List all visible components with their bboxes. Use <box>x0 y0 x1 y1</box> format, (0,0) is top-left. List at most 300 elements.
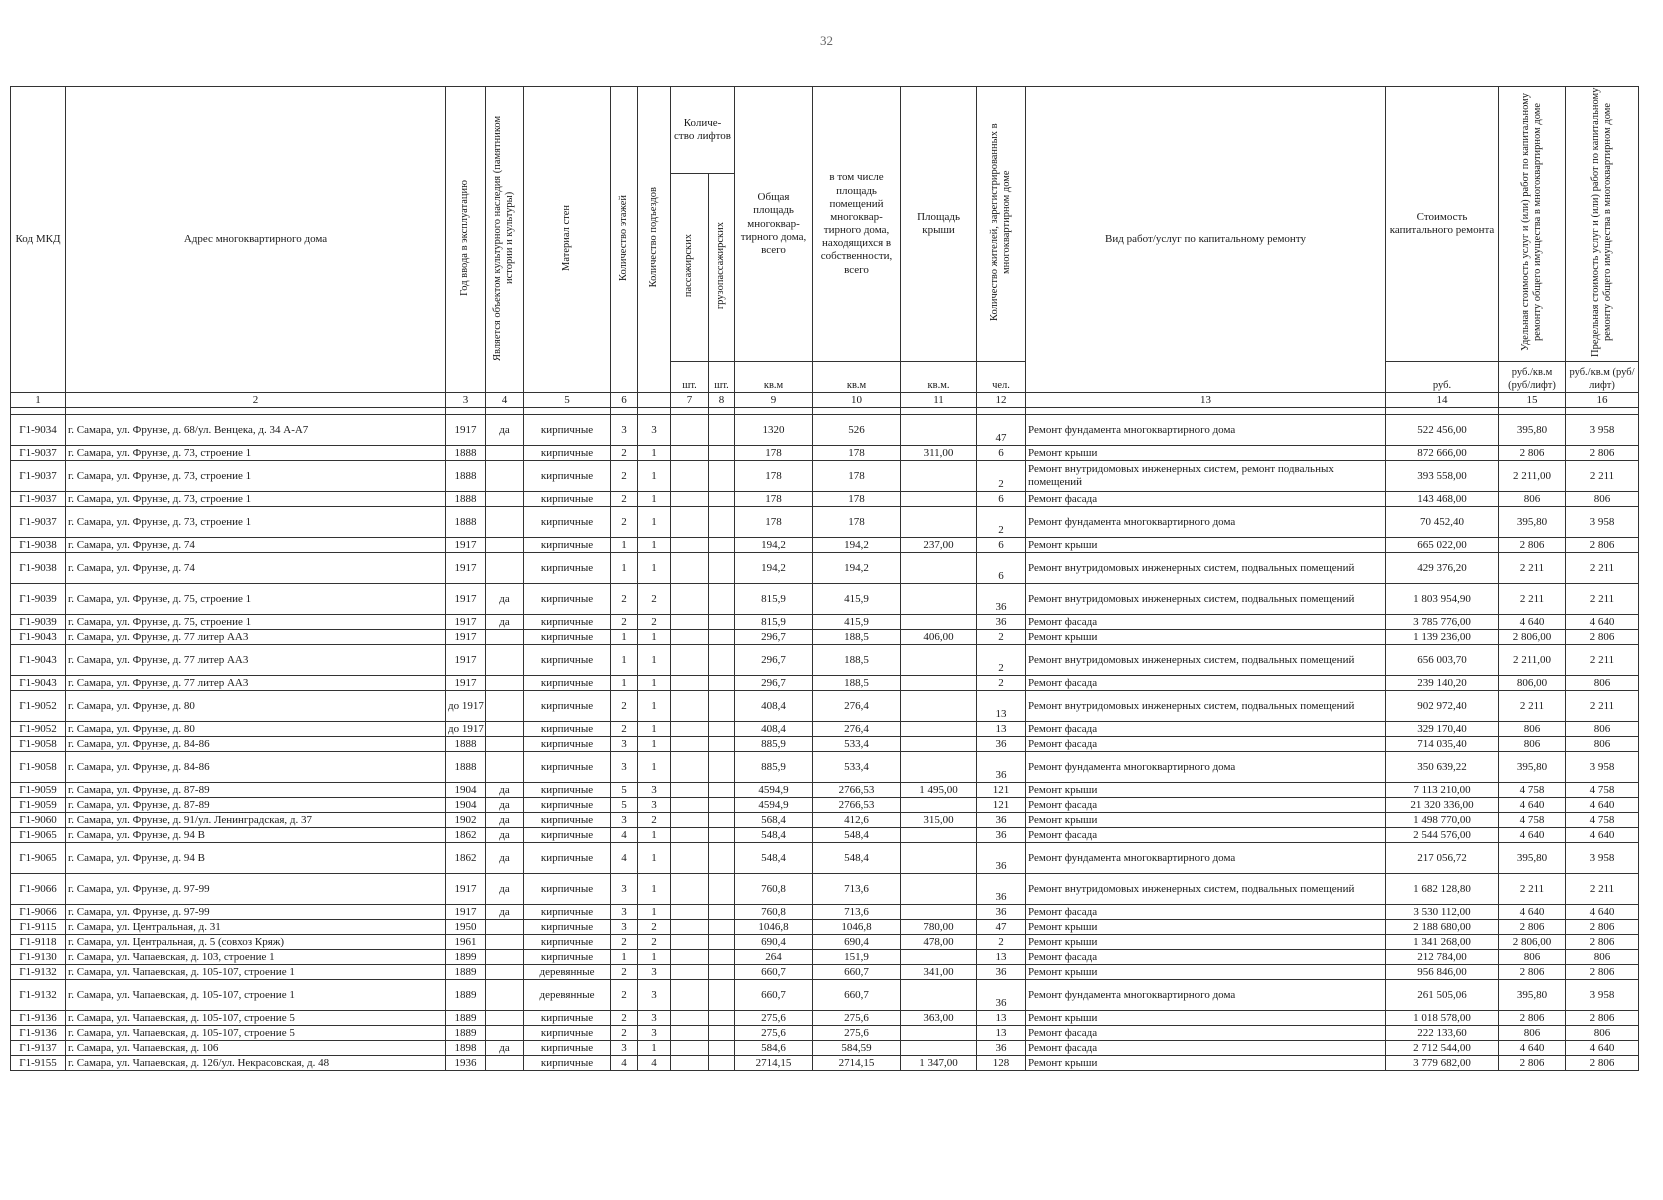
cell-heritage <box>486 1026 524 1041</box>
cell-unit-cost: 2 211,00 <box>1499 461 1566 492</box>
cell-lifts-cargo <box>709 828 735 843</box>
cell-heritage <box>486 492 524 507</box>
cell-year: 1904 <box>446 783 486 798</box>
cell-material: кирпичные <box>524 920 611 935</box>
cell-cost: 212 784,00 <box>1386 950 1499 965</box>
cell-unit-cost: 395,80 <box>1499 752 1566 783</box>
cell-floors: 3 <box>611 905 638 920</box>
cell-unit-cost: 2 806 <box>1499 920 1566 935</box>
cell-work-type: Ремонт фасада <box>1026 950 1386 965</box>
cell-roof-area <box>901 1041 977 1056</box>
cell-material: кирпичные <box>524 783 611 798</box>
col-owned-area-header: в том числе площадь помещений многоквар- тирного дома, находящихся в собственности, всего <box>813 87 901 362</box>
cell-owned-area: 188,5 <box>813 630 901 645</box>
cell-code: Г1-9058 <box>11 752 66 783</box>
cell-max-cost: 2 211 <box>1566 553 1639 584</box>
cell-work-type: Ремонт фасада <box>1026 798 1386 813</box>
cell-year: 1961 <box>446 935 486 950</box>
col-floors-header: Количество этажей <box>611 87 638 393</box>
cell-lifts-cargo <box>709 645 735 676</box>
cell-max-cost: 4 640 <box>1566 1041 1639 1056</box>
cell-year: 1889 <box>446 980 486 1011</box>
cell-residents: 36 <box>977 905 1026 920</box>
cell-unit-cost: 2 806,00 <box>1499 630 1566 645</box>
cell-unit-cost: 2 806 <box>1499 446 1566 461</box>
table-row <box>11 737 1639 752</box>
cell-cost: 70 452,40 <box>1386 507 1499 538</box>
col-residents-header: Количество жителей, зарегистрированных в многоквартирном доме <box>977 87 1026 362</box>
cell-max-cost: 2 806 <box>1566 920 1639 935</box>
cell-material: кирпичные <box>524 1056 611 1071</box>
cell-roof-area <box>901 415 977 446</box>
cell-code: Г1-9136 <box>11 1011 66 1026</box>
cell-total-area: 690,4 <box>735 935 813 950</box>
cell-lifts-cargo <box>709 874 735 905</box>
cell-work-type: Ремонт внутридомовых инженерных систем, подвальных помещений <box>1026 645 1386 676</box>
table-row <box>11 783 1639 798</box>
cell-cost: 522 456,00 <box>1386 415 1499 446</box>
cell-material: кирпичные <box>524 843 611 874</box>
cell-total-area: 815,9 <box>735 615 813 630</box>
cell-cost: 222 133,60 <box>1386 1026 1499 1041</box>
cell-roof-area <box>901 737 977 752</box>
cell-unit-cost: 806 <box>1499 1026 1566 1041</box>
cell-material: кирпичные <box>524 798 611 813</box>
cell-roof-area <box>901 950 977 965</box>
cell-address: г. Самара, ул. Центральная, д. 31 <box>66 920 446 935</box>
cell-code: Г1-9059 <box>11 783 66 798</box>
cell-year: 1917 <box>446 630 486 645</box>
cell-cost: 1 498 770,00 <box>1386 813 1499 828</box>
cell-address: г. Самара, ул. Чапаевская, д. 105-107, строение 5 <box>66 1011 446 1026</box>
column-number-row <box>11 393 1639 408</box>
cell-floors: 2 <box>611 935 638 950</box>
cell-cost: 956 846,00 <box>1386 965 1499 980</box>
cell-total-area: 408,4 <box>735 722 813 737</box>
cell-code: Г1-9058 <box>11 737 66 752</box>
cell-code: Г1-9118 <box>11 935 66 950</box>
cell-entrances: 1 <box>638 874 671 905</box>
cell-material: кирпичные <box>524 492 611 507</box>
cell-residents: 2 <box>977 645 1026 676</box>
cell-total-area: 885,9 <box>735 752 813 783</box>
cell-total-area: 548,4 <box>735 828 813 843</box>
cell-floors: 2 <box>611 1011 638 1026</box>
cell-entrances: 2 <box>638 813 671 828</box>
cell-address: г. Самара, ул. Фрунзе, д. 75, строение 1 <box>66 615 446 630</box>
cell-entrances: 1 <box>638 843 671 874</box>
column-number: 12 <box>977 393 1026 408</box>
cell-heritage <box>486 461 524 492</box>
cell-entrances: 1 <box>638 538 671 553</box>
cell-code: Г1-9052 <box>11 722 66 737</box>
cell-address: г. Самара, ул. Фрунзе, д. 73, строение 1 <box>66 492 446 507</box>
unit-lifts-passenger: шт. <box>671 362 709 393</box>
cell-lifts-cargo <box>709 630 735 645</box>
cell-unit-cost: 2 211,00 <box>1499 645 1566 676</box>
column-number: 15 <box>1499 393 1566 408</box>
col-material-header: Материал стен <box>524 87 611 393</box>
cell-year: 1862 <box>446 828 486 843</box>
cell-work-type: Ремонт крыши <box>1026 630 1386 645</box>
cell-cost: 902 972,40 <box>1386 691 1499 722</box>
cell-material: кирпичные <box>524 415 611 446</box>
cell-total-area: 660,7 <box>735 965 813 980</box>
col-entrances-header: Количество подъездов <box>638 87 671 393</box>
cell-year: 1917 <box>446 676 486 691</box>
cell-max-cost: 806 <box>1566 950 1639 965</box>
table-row <box>11 980 1639 1011</box>
cell-heritage <box>486 1056 524 1071</box>
cell-lifts-passenger <box>671 813 709 828</box>
cell-heritage: да <box>486 874 524 905</box>
cell-owned-area: 178 <box>813 492 901 507</box>
cell-lifts-passenger <box>671 1026 709 1041</box>
cell-roof-area <box>901 645 977 676</box>
col-lifts-header: Количе- ство лифтов <box>671 87 735 174</box>
table-row <box>11 1026 1639 1041</box>
cell-lifts-cargo <box>709 752 735 783</box>
cell-max-cost: 3 958 <box>1566 415 1639 446</box>
cell-max-cost: 3 958 <box>1566 752 1639 783</box>
table-row <box>11 415 1639 446</box>
cell-residents: 47 <box>977 415 1026 446</box>
unit-residents: чел. <box>977 362 1026 393</box>
cell-floors: 4 <box>611 1056 638 1071</box>
cell-work-type: Ремонт фундамента многоквартирного дома <box>1026 507 1386 538</box>
cell-code: Г1-9037 <box>11 461 66 492</box>
cell-residents: 36 <box>977 737 1026 752</box>
cell-address: г. Самара, ул. Фрунзе, д. 80 <box>66 691 446 722</box>
cell-total-area: 296,7 <box>735 630 813 645</box>
cell-code: Г1-9034 <box>11 415 66 446</box>
cell-material: деревянные <box>524 980 611 1011</box>
col-cost-header: Стоимость капитального ремонта <box>1386 87 1499 362</box>
cell-year: 1917 <box>446 538 486 553</box>
cell-address: г. Самара, ул. Чапаевская, д. 126/ул. Некрасовская, д. 48 <box>66 1056 446 1071</box>
cell-floors: 2 <box>611 965 638 980</box>
cell-year: 1888 <box>446 492 486 507</box>
cell-material: кирпичные <box>524 935 611 950</box>
unit-lifts-cargo: шт. <box>709 362 735 393</box>
cell-total-area: 178 <box>735 507 813 538</box>
cell-roof-area <box>901 676 977 691</box>
cell-heritage <box>486 752 524 783</box>
cell-code: Г1-9037 <box>11 507 66 538</box>
cell-total-area: 4594,9 <box>735 783 813 798</box>
cell-owned-area: 533,4 <box>813 737 901 752</box>
cell-cost: 714 035,40 <box>1386 737 1499 752</box>
cell-cost: 239 140,20 <box>1386 676 1499 691</box>
col-work-type-header: Вид работ/услуг по капитальному ремонту <box>1026 87 1386 393</box>
cell-entrances: 2 <box>638 935 671 950</box>
cell-unit-cost: 2 806 <box>1499 1011 1566 1026</box>
cell-unit-cost: 4 640 <box>1499 828 1566 843</box>
cell-floors: 2 <box>611 1026 638 1041</box>
cell-floors: 2 <box>611 980 638 1011</box>
cell-residents: 2 <box>977 507 1026 538</box>
cell-material: деревянные <box>524 965 611 980</box>
cell-entrances: 1 <box>638 1041 671 1056</box>
cell-material: кирпичные <box>524 691 611 722</box>
cell-heritage: да <box>486 828 524 843</box>
column-number: 16 <box>1566 393 1639 408</box>
cell-owned-area: 276,4 <box>813 722 901 737</box>
cell-cost: 1 803 954,90 <box>1386 584 1499 615</box>
cell-heritage: да <box>486 843 524 874</box>
cell-residents: 13 <box>977 691 1026 722</box>
cell-lifts-passenger <box>671 950 709 965</box>
cell-total-area: 178 <box>735 492 813 507</box>
cell-lifts-passenger <box>671 1011 709 1026</box>
cell-year: 1917 <box>446 905 486 920</box>
column-number: 1 <box>11 393 66 408</box>
cell-roof-area <box>901 492 977 507</box>
table-row <box>11 538 1639 553</box>
cell-owned-area: 548,4 <box>813 843 901 874</box>
cell-cost: 1 139 236,00 <box>1386 630 1499 645</box>
cell-cost: 1 341 268,00 <box>1386 935 1499 950</box>
cell-heritage <box>486 1011 524 1026</box>
cell-residents: 47 <box>977 920 1026 935</box>
cell-cost: 3 785 776,00 <box>1386 615 1499 630</box>
cell-address: г. Самара, ул. Чапаевская, д. 105-107, строение 5 <box>66 1026 446 1041</box>
cell-material: кирпичные <box>524 584 611 615</box>
cell-work-type: Ремонт внутридомовых инженерных систем, подвальных помещений <box>1026 584 1386 615</box>
cell-material: кирпичные <box>524 553 611 584</box>
cell-floors: 3 <box>611 415 638 446</box>
cell-total-area: 296,7 <box>735 645 813 676</box>
column-number: 10 <box>813 393 901 408</box>
table-row <box>11 965 1639 980</box>
cell-cost: 2 188 680,00 <box>1386 920 1499 935</box>
column-number: 11 <box>901 393 977 408</box>
cell-owned-area: 275,6 <box>813 1011 901 1026</box>
cell-max-cost: 806 <box>1566 722 1639 737</box>
cell-total-area: 296,7 <box>735 676 813 691</box>
cell-address: г. Самара, ул. Фрунзе, д. 75, строение 1 <box>66 584 446 615</box>
cell-heritage <box>486 920 524 935</box>
cell-heritage <box>486 950 524 965</box>
cell-max-cost: 2 211 <box>1566 584 1639 615</box>
cell-unit-cost: 2 806 <box>1499 1056 1566 1071</box>
cell-address: г. Самара, ул. Фрунзе, д. 74 <box>66 538 446 553</box>
cell-lifts-cargo <box>709 584 735 615</box>
cell-work-type: Ремонт фасада <box>1026 722 1386 737</box>
unit-total-area: кв.м <box>735 362 813 393</box>
column-number: 13 <box>1026 393 1386 408</box>
cell-unit-cost: 2 211 <box>1499 553 1566 584</box>
cell-address: г. Самара, ул. Фрунзе, д. 94 В <box>66 843 446 874</box>
cell-work-type: Ремонт крыши <box>1026 1011 1386 1026</box>
cell-entrances: 1 <box>638 553 671 584</box>
cell-roof-area: 478,00 <box>901 935 977 950</box>
cell-cost: 3 530 112,00 <box>1386 905 1499 920</box>
table-row <box>11 752 1639 783</box>
cell-year: 1889 <box>446 1026 486 1041</box>
cell-material: кирпичные <box>524 676 611 691</box>
cell-entrances: 3 <box>638 1011 671 1026</box>
cell-max-cost: 2 806 <box>1566 630 1639 645</box>
cell-heritage: да <box>486 584 524 615</box>
cell-year: 1862 <box>446 843 486 874</box>
cell-material: кирпичные <box>524 645 611 676</box>
cell-entrances: 1 <box>638 691 671 722</box>
cell-total-area: 178 <box>735 461 813 492</box>
cell-year: 1917 <box>446 645 486 676</box>
cell-residents: 6 <box>977 553 1026 584</box>
cell-entrances: 1 <box>638 737 671 752</box>
table-row <box>11 584 1639 615</box>
cell-lifts-passenger <box>671 676 709 691</box>
cell-entrances: 2 <box>638 920 671 935</box>
table-row <box>11 874 1639 905</box>
cell-floors: 1 <box>611 630 638 645</box>
cell-owned-area: 2714,15 <box>813 1056 901 1071</box>
cell-cost: 1 018 578,00 <box>1386 1011 1499 1026</box>
cell-cost: 143 468,00 <box>1386 492 1499 507</box>
cell-code: Г1-9039 <box>11 615 66 630</box>
cell-entrances: 3 <box>638 798 671 813</box>
cell-unit-cost: 806 <box>1499 737 1566 752</box>
cell-owned-area: 713,6 <box>813 874 901 905</box>
cell-owned-area: 178 <box>813 461 901 492</box>
cell-heritage <box>486 965 524 980</box>
table-body <box>11 408 1639 1071</box>
cell-owned-area: 194,2 <box>813 538 901 553</box>
cell-lifts-cargo <box>709 783 735 798</box>
col-total-area-header: Общая площадь многоквар- тирного дома, всего <box>735 87 813 362</box>
cell-total-area: 275,6 <box>735 1026 813 1041</box>
cell-max-cost: 2 806 <box>1566 935 1639 950</box>
cell-lifts-passenger <box>671 843 709 874</box>
cell-floors: 3 <box>611 920 638 935</box>
cell-work-type: Ремонт внутридомовых инженерных систем, ремонт подвальных помещений <box>1026 461 1386 492</box>
cell-heritage <box>486 691 524 722</box>
table-row <box>11 843 1639 874</box>
cell-entrances: 4 <box>638 1056 671 1071</box>
cell-total-area: 408,4 <box>735 691 813 722</box>
column-number <box>638 393 671 408</box>
cell-floors: 2 <box>611 492 638 507</box>
cell-total-area: 760,8 <box>735 905 813 920</box>
spacer-row <box>11 408 1639 415</box>
table-row <box>11 905 1639 920</box>
cell-owned-area: 1046,8 <box>813 920 901 935</box>
cell-floors: 1 <box>611 950 638 965</box>
cell-material: кирпичные <box>524 722 611 737</box>
cell-residents: 36 <box>977 1041 1026 1056</box>
cell-floors: 1 <box>611 676 638 691</box>
cell-work-type: Ремонт фасада <box>1026 492 1386 507</box>
cell-residents: 2 <box>977 630 1026 645</box>
cell-residents: 121 <box>977 783 1026 798</box>
cell-residents: 6 <box>977 492 1026 507</box>
cell-floors: 2 <box>611 722 638 737</box>
cell-address: г. Самара, ул. Чапаевская, д. 105-107, строение 1 <box>66 980 446 1011</box>
cell-roof-area <box>901 874 977 905</box>
cell-code: Г1-9065 <box>11 828 66 843</box>
cell-lifts-passenger <box>671 783 709 798</box>
cell-material: кирпичные <box>524 1041 611 1056</box>
cell-total-area: 178 <box>735 446 813 461</box>
cell-unit-cost: 4 640 <box>1499 1041 1566 1056</box>
cell-lifts-passenger <box>671 722 709 737</box>
cell-heritage: да <box>486 615 524 630</box>
cell-total-area: 548,4 <box>735 843 813 874</box>
cell-residents: 2 <box>977 935 1026 950</box>
cell-code: Г1-9052 <box>11 691 66 722</box>
cell-lifts-cargo <box>709 538 735 553</box>
cell-lifts-passenger <box>671 1041 709 1056</box>
cell-total-area: 815,9 <box>735 584 813 615</box>
cell-roof-area: 1 495,00 <box>901 783 977 798</box>
cell-lifts-cargo <box>709 905 735 920</box>
cell-work-type: Ремонт фасада <box>1026 737 1386 752</box>
cell-year: 1898 <box>446 1041 486 1056</box>
cell-floors: 2 <box>611 691 638 722</box>
cell-heritage: да <box>486 798 524 813</box>
cell-owned-area: 178 <box>813 507 901 538</box>
cell-lifts-passenger <box>671 415 709 446</box>
cell-lifts-cargo <box>709 950 735 965</box>
cell-work-type: Ремонт крыши <box>1026 783 1386 798</box>
cell-heritage <box>486 507 524 538</box>
column-number: 9 <box>735 393 813 408</box>
cell-roof-area: 341,00 <box>901 965 977 980</box>
cell-code: Г1-9155 <box>11 1056 66 1071</box>
cell-unit-cost: 806 <box>1499 950 1566 965</box>
table-row <box>11 691 1639 722</box>
cell-address: г. Самара, ул. Фрунзе, д. 73, строение 1 <box>66 507 446 538</box>
cell-unit-cost: 4 640 <box>1499 905 1566 920</box>
cell-residents: 36 <box>977 843 1026 874</box>
table-row <box>11 630 1639 645</box>
cell-material: кирпичные <box>524 461 611 492</box>
cell-residents: 13 <box>977 722 1026 737</box>
cell-address: г. Самара, ул. Чапаевская, д. 106 <box>66 1041 446 1056</box>
cell-entrances: 1 <box>638 722 671 737</box>
cell-cost: 217 056,72 <box>1386 843 1499 874</box>
cell-entrances: 1 <box>638 507 671 538</box>
cell-address: г. Самара, ул. Фрунзе, д. 80 <box>66 722 446 737</box>
cell-roof-area <box>901 828 977 843</box>
cell-roof-area <box>901 507 977 538</box>
cell-entrances: 3 <box>638 1026 671 1041</box>
cell-heritage <box>486 645 524 676</box>
cell-heritage: да <box>486 783 524 798</box>
cell-work-type: Ремонт внутридомовых инженерных систем, подвальных помещений <box>1026 553 1386 584</box>
table-row <box>11 676 1639 691</box>
cell-code: Г1-9137 <box>11 1041 66 1056</box>
cell-code: Г1-9065 <box>11 843 66 874</box>
cell-entrances: 2 <box>638 584 671 615</box>
cell-work-type: Ремонт крыши <box>1026 446 1386 461</box>
cell-cost: 665 022,00 <box>1386 538 1499 553</box>
cell-year: 1917 <box>446 874 486 905</box>
cell-max-cost: 2 211 <box>1566 691 1639 722</box>
cell-lifts-passenger <box>671 935 709 950</box>
cell-year: до 1917 <box>446 722 486 737</box>
cell-residents: 36 <box>977 584 1026 615</box>
cell-total-area: 1046,8 <box>735 920 813 935</box>
table-row <box>11 1056 1639 1071</box>
cell-address: г. Самара, ул. Фрунзе, д. 84-86 <box>66 737 446 752</box>
cell-entrances: 2 <box>638 615 671 630</box>
cell-year: 1917 <box>446 553 486 584</box>
cell-heritage <box>486 737 524 752</box>
cell-lifts-cargo <box>709 965 735 980</box>
